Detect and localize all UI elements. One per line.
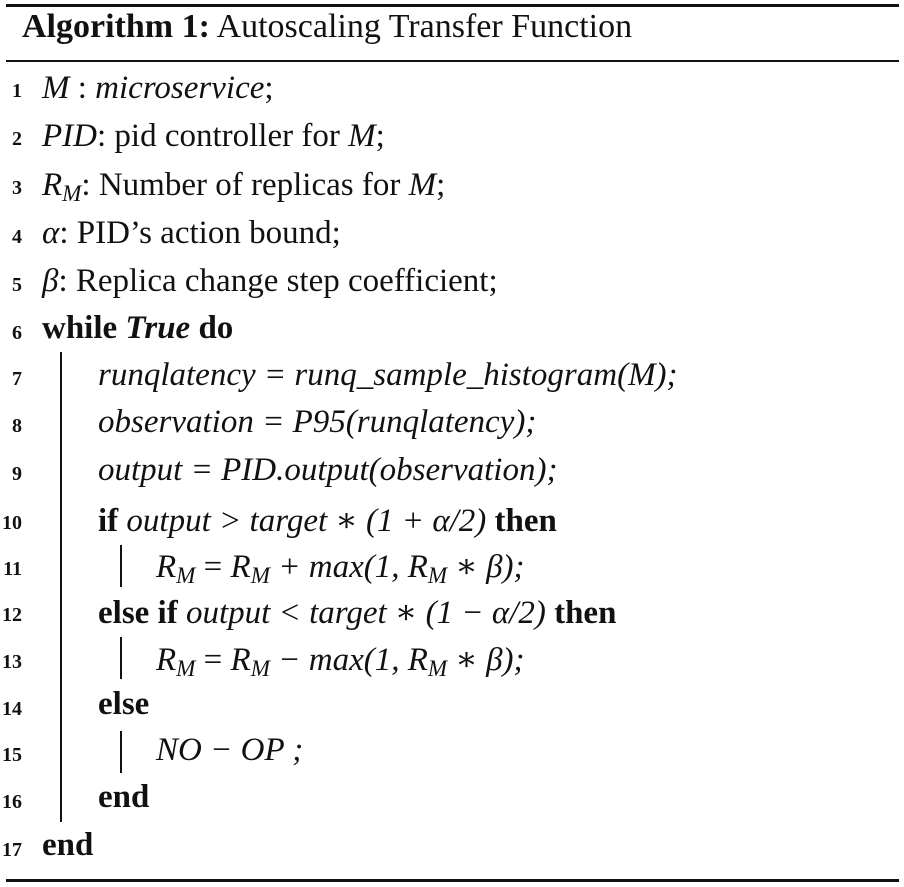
line-number: 17 bbox=[2, 839, 22, 861]
math-subscript: M bbox=[427, 654, 448, 681]
expression-tail: ∗ β); bbox=[447, 642, 525, 678]
expression: − max(1, bbox=[269, 642, 408, 678]
math-var: M bbox=[42, 70, 70, 106]
if-condition: output > target ∗ (1 + α/2) bbox=[126, 503, 487, 539]
expression-tail: ∗ β); bbox=[447, 549, 525, 585]
code-line-11 bbox=[156, 546, 524, 586]
terminator: ; bbox=[331, 215, 341, 251]
code-line-2 bbox=[42, 118, 385, 155]
description: pid controller for bbox=[114, 118, 349, 154]
math-var: M bbox=[348, 118, 376, 154]
separator: : bbox=[58, 263, 76, 299]
algorithm-title: Autoscaling Transfer Function bbox=[216, 8, 633, 45]
code-line-14 bbox=[98, 686, 149, 723]
line-number: 13 bbox=[2, 651, 22, 673]
math-var: R bbox=[407, 549, 428, 585]
math-var: α bbox=[42, 215, 60, 251]
if-block-bar bbox=[120, 545, 122, 587]
line-number: 14 bbox=[2, 698, 22, 720]
keyword-then: then bbox=[494, 503, 557, 539]
description: Replica change step coefficient bbox=[75, 263, 489, 299]
code-line-5 bbox=[42, 263, 498, 300]
math-subscript: M bbox=[427, 561, 448, 588]
line-number: 15 bbox=[2, 744, 22, 766]
code-line-3 bbox=[42, 167, 445, 204]
code-line-1 bbox=[42, 70, 274, 107]
line-number: 4 bbox=[12, 226, 22, 248]
code-line-13 bbox=[156, 639, 524, 679]
math-var: M bbox=[408, 167, 437, 203]
line-number: 6 bbox=[12, 322, 22, 344]
terminator: ; bbox=[375, 118, 385, 154]
code-line-7 bbox=[98, 357, 678, 394]
line-number: 16 bbox=[2, 791, 22, 813]
math-var: R bbox=[42, 167, 63, 203]
description: PID’s action bound bbox=[76, 215, 332, 251]
equals: = bbox=[195, 549, 231, 585]
code-line-9 bbox=[98, 452, 557, 489]
else-if-block-bar bbox=[120, 637, 122, 679]
math-subscript: M bbox=[62, 179, 82, 206]
line-number: 12 bbox=[2, 604, 22, 626]
statement: NO − OP ; bbox=[156, 732, 304, 768]
separator: : bbox=[81, 167, 99, 203]
keyword-end: end bbox=[42, 827, 94, 863]
algorithm-label: Algorithm 1: bbox=[22, 8, 210, 45]
keyword-else: else bbox=[98, 686, 150, 722]
bottom-rule bbox=[6, 879, 899, 882]
code-line-17 bbox=[42, 827, 93, 864]
math-var: PID bbox=[42, 118, 97, 154]
separator: : bbox=[59, 215, 77, 251]
else-if-condition: output < target ∗ (1 − α/2) bbox=[185, 595, 546, 631]
line-number: 5 bbox=[12, 274, 22, 296]
else-block-bar bbox=[120, 731, 122, 773]
loop-condition: True bbox=[125, 310, 191, 346]
statement: observation = P95(runqlatency); bbox=[98, 404, 537, 440]
line-number: 11 bbox=[3, 558, 22, 580]
separator: : bbox=[69, 70, 96, 106]
keyword-else-if: else if bbox=[98, 595, 178, 631]
caption-rule bbox=[6, 60, 899, 62]
keyword-then: then bbox=[554, 595, 617, 631]
equals: = bbox=[195, 642, 231, 678]
keyword-if: if bbox=[98, 503, 119, 539]
math-subscript: M bbox=[176, 654, 196, 681]
line-number: 8 bbox=[12, 415, 22, 437]
terminator: ; bbox=[436, 167, 446, 203]
math-var: R bbox=[407, 642, 428, 678]
code-line-15 bbox=[156, 732, 303, 769]
math-var: R bbox=[230, 549, 251, 585]
line-number: 3 bbox=[12, 177, 22, 199]
line-number: 2 bbox=[12, 128, 22, 150]
math-var: β bbox=[42, 263, 59, 299]
math-var: R bbox=[156, 642, 177, 678]
algorithm-caption bbox=[22, 8, 632, 46]
code-line-8 bbox=[98, 404, 536, 441]
math-subscript: M bbox=[250, 561, 270, 588]
line-number: 7 bbox=[12, 368, 22, 390]
separator: : bbox=[96, 118, 115, 154]
keyword-while: while bbox=[42, 310, 118, 346]
description: microservice bbox=[95, 70, 265, 106]
statement: runqlatency = runq_sample_histogram(M); bbox=[98, 357, 678, 393]
terminator: ; bbox=[264, 70, 274, 106]
top-rule bbox=[6, 4, 899, 7]
code-line-10 bbox=[98, 500, 557, 540]
keyword-do: do bbox=[198, 310, 234, 346]
code-line-16 bbox=[98, 779, 149, 816]
expression: + max(1, bbox=[269, 549, 408, 585]
math-subscript: M bbox=[176, 561, 196, 588]
keyword-end: end bbox=[98, 779, 150, 815]
line-number: 10 bbox=[2, 512, 22, 534]
code-line-6 bbox=[42, 310, 233, 347]
line-number: 9 bbox=[12, 463, 22, 485]
terminator: ; bbox=[488, 263, 498, 299]
line-number: 1 bbox=[12, 80, 22, 102]
math-var: R bbox=[230, 642, 251, 678]
code-line-4 bbox=[42, 215, 341, 252]
description: Number of replicas for bbox=[98, 167, 409, 203]
statement: output = PID.output(observation); bbox=[98, 452, 558, 488]
while-block-bar bbox=[60, 352, 62, 822]
math-subscript: M bbox=[250, 654, 270, 681]
math-var: R bbox=[156, 549, 177, 585]
code-line-12 bbox=[98, 592, 616, 632]
